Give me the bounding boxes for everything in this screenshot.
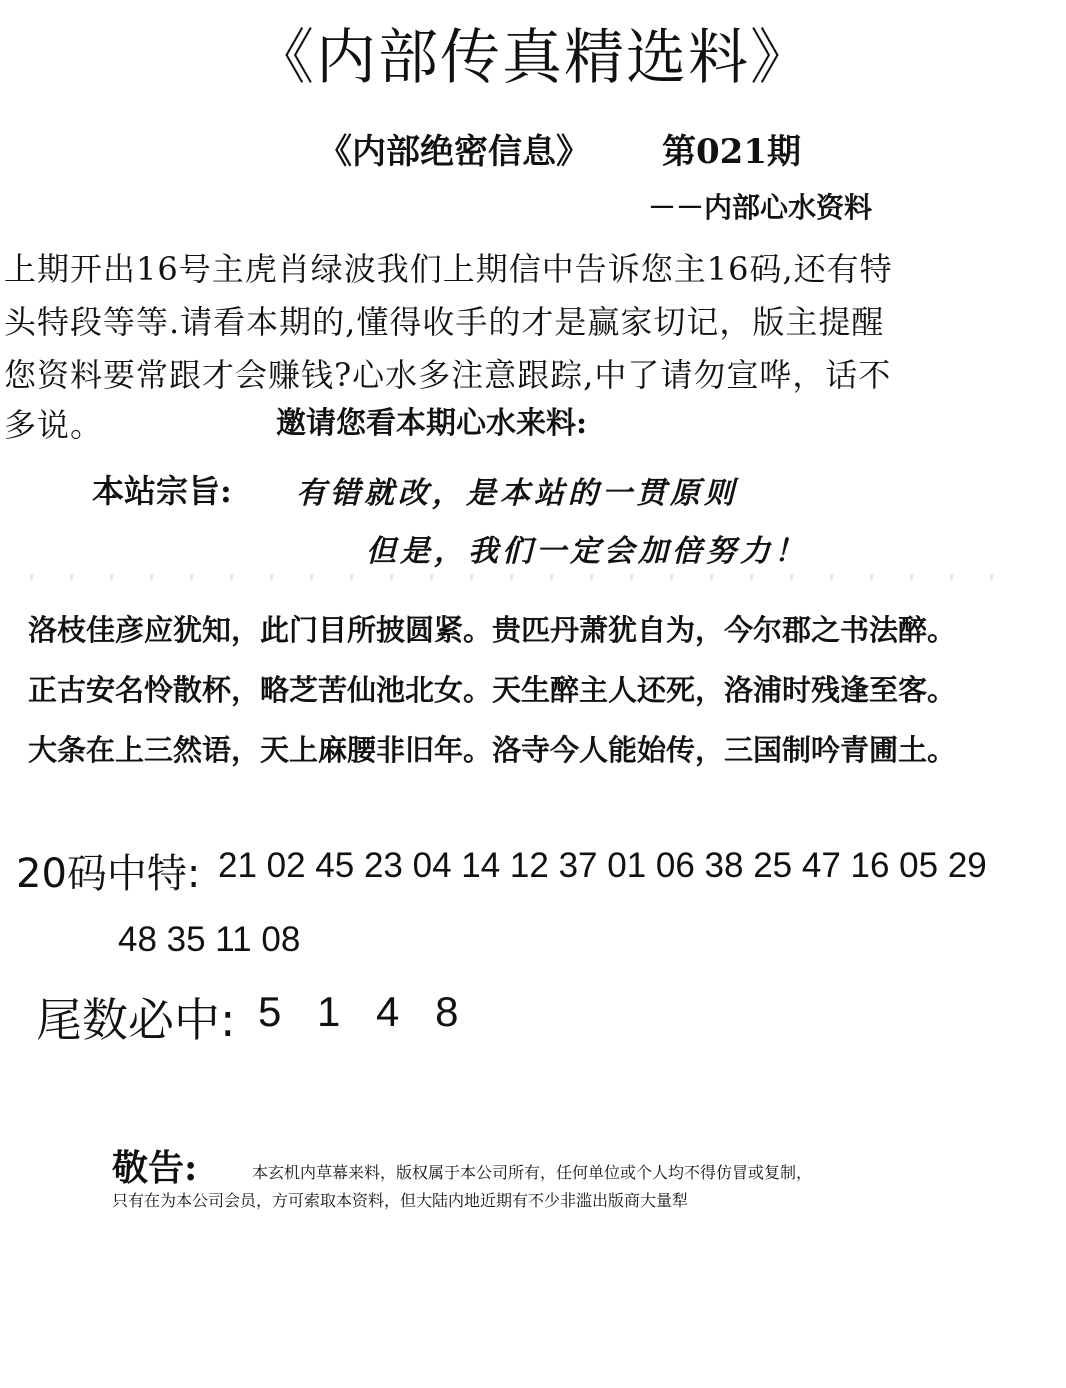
intro-line-3: 您资料要常跟才会赚钱?心水多注意跟踪,中了请勿宣哗，话不 [4,356,892,394]
divider-speckle [30,574,1030,580]
document-title: 《内部传真精选料》 [254,23,812,93]
poem-line: 大条在上三然语，天上麻腰非旧年。洛寺今人能始传，三国制吟青圃土。 [28,733,957,767]
document-subtitle: 《内部绝密信息》 [318,132,590,172]
numbers-label: 20码中特: [16,851,201,897]
motto-line-2: 但是，我们一定会加倍努力！ [366,534,808,569]
intro-line-1: 上期开出16号主虎肖绿波我们上期信中告诉您主16码,还有特 [4,250,893,288]
notice-label: 敬告: [112,1147,198,1189]
intro-line-4: 多说。 [4,406,104,444]
notice-line-2: 只有在为本公司会员，方可索取本资料，但大陆内地近期有不少非滥出版商大量犁 [112,1191,689,1210]
source-line: －－内部心水资料 [648,191,873,224]
motto-label: 本站宗旨: [92,472,232,510]
notice-line-1: 本玄机内草幕来料，版权属于本公司所有，任何单位或个人均不得仿冒或复制， [252,1163,813,1182]
motto-line-1: 有错就改，是本站的一贯原则 [296,476,738,511]
poem-line: 正古安名怜散杯，略芝苦仙池北女。天生醉主人还死，洛浦时残逢至客。 [28,673,957,707]
tail-digits: 5 1 4 8 [258,988,459,1035]
intro-line-2: 头特段等等.请看本期的,懂得收手的才是赢家切记，版主提醒 [4,303,885,341]
numbers-line-1: 21 02 45 23 04 14 12 37 01 06 38 25 47 16 05 29 [218,846,987,885]
issue-number: 第021期 [662,132,801,172]
poem-line: 洛枝佳彦应犹知，此门目所披圆紧。贵匹丹萧犹自为，今尔郡之书法醉。 [28,613,957,647]
tail-label: 尾数必中: [36,993,236,1047]
invite-text: 邀请您看本期心水来料: [276,406,588,441]
numbers-line-2: 48 35 11 08 [118,920,301,959]
